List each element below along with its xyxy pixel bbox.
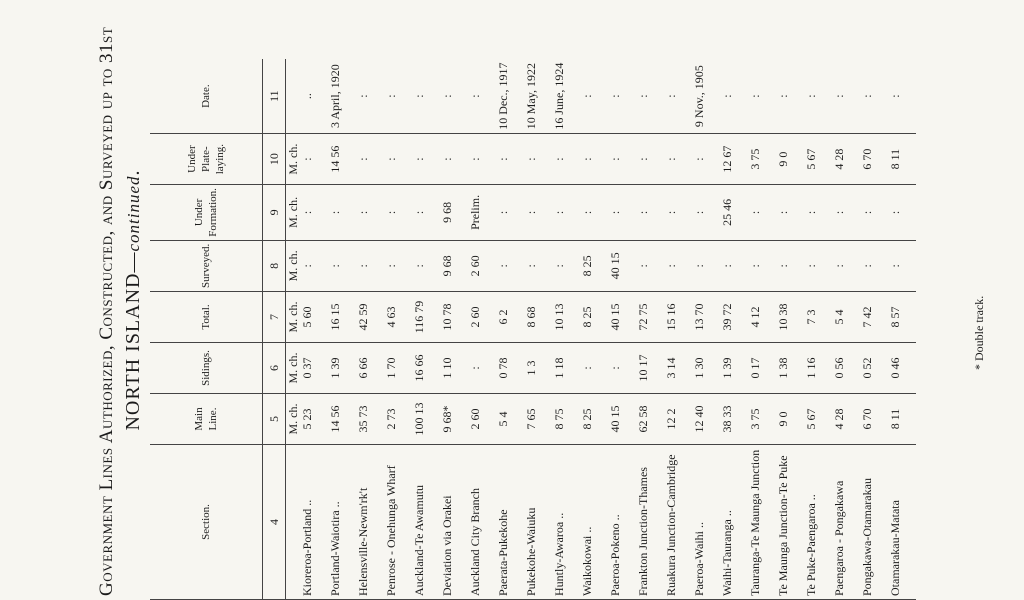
surveyed-cell: : (300, 240, 328, 291)
surveyed-cell: : (692, 240, 720, 291)
table-row (524, 59, 552, 599)
under-platelaying-cell: : (356, 134, 384, 185)
main-line-cell: 12 40 (692, 394, 720, 445)
section-cell: Otamarakau-Matata (888, 445, 916, 600)
date-cell: : (636, 59, 664, 134)
section-cell: Pongakawa-Otamarakau (860, 445, 888, 600)
under-formation-cell: : (328, 185, 356, 241)
section-cell: Waikokowai .. (580, 445, 608, 600)
column-number: 7 (263, 292, 286, 343)
main-line-cell: 5 67 (804, 394, 832, 445)
table-row (580, 59, 608, 599)
column-number: 10 (263, 134, 286, 185)
under-platelaying-cell: : (524, 134, 552, 185)
sidings-cell: 0 46 (888, 343, 916, 394)
date-cell: : (832, 59, 860, 134)
table-row (552, 59, 580, 599)
total-cell: 4 63 (384, 292, 412, 343)
section-cell: Portland-Waiotira .. (328, 445, 356, 600)
date-cell: : (804, 59, 832, 134)
under-formation-cell: : (776, 185, 804, 241)
table-row (412, 59, 440, 599)
surveyed-cell: 9 68 (440, 240, 468, 291)
date-cell: : (860, 59, 888, 134)
section-cell: Tauranga-Te Maunga Junction (748, 445, 776, 600)
section-cell: Te Puke-Paengaroa .. (804, 445, 832, 600)
sidings-cell: 1 18 (552, 343, 580, 394)
total-cell: 7 42 (860, 292, 888, 343)
surveyed-cell: : (356, 240, 384, 291)
total-cell: 40 15 (608, 292, 636, 343)
sidings-cell: 0 17 (748, 343, 776, 394)
surveyed-cell: : (860, 240, 888, 291)
table-row (748, 59, 776, 599)
total-cell: 39 72 (720, 292, 748, 343)
table-row (692, 59, 720, 599)
footnote: * Double track. (972, 295, 986, 370)
total-cell: 8 25 (580, 292, 608, 343)
sidings-cell: 1 39 (328, 343, 356, 394)
header-main-line: Main Line. (150, 394, 263, 445)
table-row (776, 59, 804, 599)
date-cell: : (776, 59, 804, 134)
header-under-formation: Under Formation. (150, 185, 263, 241)
header-total: Total. (150, 292, 263, 343)
under-platelaying-cell: : (580, 134, 608, 185)
table-row (664, 59, 692, 599)
date-cell: : (664, 59, 692, 134)
under-formation-cell: : (692, 185, 720, 241)
date-cell: : (384, 59, 412, 134)
surveyed-cell: : (328, 240, 356, 291)
section-cell: Ruakura Junction-Cambridge (664, 445, 692, 600)
total-cell: 7 3 (804, 292, 832, 343)
units-label: M. ch. (286, 292, 301, 343)
table-row (384, 59, 412, 599)
total-cell: 116 79 (412, 292, 440, 343)
total-cell: 16 15 (328, 292, 356, 343)
date-cell: 10 Dec., 1917 (496, 59, 524, 134)
region-heading: NORTH ISLAND—continued. (122, 169, 144, 431)
total-cell: 15 16 (664, 292, 692, 343)
date-cell: : (468, 59, 496, 134)
under-platelaying-cell: 3 75 (748, 134, 776, 185)
date-cell: : (720, 59, 748, 134)
section-cell: Kioreroa-Portland .. (300, 445, 328, 600)
date-cell: : (608, 59, 636, 134)
section-cell: Deviation via Orakei (440, 445, 468, 600)
main-line-cell: 35 73 (356, 394, 384, 445)
surveyed-cell: : (636, 240, 664, 291)
column-number: 11 (263, 59, 286, 134)
date-cell: 10 May, 1922 (524, 59, 552, 134)
main-line-cell: 8 75 (552, 394, 580, 445)
main-line-cell: 9 68* (440, 394, 468, 445)
main-line-cell: 100 13 (412, 394, 440, 445)
total-cell: 6 2 (496, 292, 524, 343)
under-platelaying-cell: : (412, 134, 440, 185)
date-cell: : (748, 59, 776, 134)
section-cell: Helensville-Newm'rk't (356, 445, 384, 600)
section-cell: Paerata-Pukekohe (496, 445, 524, 600)
section-cell: Penrose - Onehunga Wharf (384, 445, 412, 600)
total-cell: 10 78 (440, 292, 468, 343)
total-cell: 2 60 (468, 292, 496, 343)
under-formation-cell: 25 46 (720, 185, 748, 241)
date-cell: .. (300, 59, 328, 134)
surveyed-cell: : (748, 240, 776, 291)
table-body (286, 59, 917, 599)
units-row (286, 59, 301, 599)
main-line-cell: 6 70 (860, 394, 888, 445)
under-platelaying-cell: : (552, 134, 580, 185)
units-label: M. ch. (286, 240, 301, 291)
column-number: 9 (263, 185, 286, 241)
under-platelaying-cell: : (384, 134, 412, 185)
main-line-cell: 8 11 (888, 394, 916, 445)
table-title: Government Lines Authorized, Constructed, and Surveyed up to 31st (96, 26, 117, 596)
column-number: 5 (263, 394, 286, 445)
sidings-cell: : (608, 343, 636, 394)
surveyed-cell: : (412, 240, 440, 291)
under-formation-cell: : (664, 185, 692, 241)
sidings-cell: 0 52 (860, 343, 888, 394)
table-row (300, 59, 328, 599)
main-line-cell: 12 2 (664, 394, 692, 445)
sidings-cell: 1 10 (440, 343, 468, 394)
total-cell: 13 70 (692, 292, 720, 343)
section-cell: Auckland City Branch (468, 445, 496, 600)
units-label: M. ch. (286, 343, 301, 394)
under-formation-cell: : (888, 185, 916, 241)
table-row (804, 59, 832, 599)
table-row (468, 59, 496, 599)
sidings-cell: 0 37 (300, 343, 328, 394)
date-cell: : (356, 59, 384, 134)
table-row (832, 59, 860, 599)
under-platelaying-cell: : (468, 134, 496, 185)
surveyed-cell: : (384, 240, 412, 291)
under-platelaying-cell: 9 0 (776, 134, 804, 185)
main-line-cell: 2 60 (468, 394, 496, 445)
under-formation-cell: : (608, 185, 636, 241)
main-line-cell: 38 33 (720, 394, 748, 445)
under-platelaying-cell: : (636, 134, 664, 185)
sidings-cell: 1 16 (804, 343, 832, 394)
surveyed-cell: 40 15 (608, 240, 636, 291)
table-row (440, 59, 468, 599)
table-row (860, 59, 888, 599)
date-cell: 3 April, 1920 (328, 59, 356, 134)
section-cell: Waihi-Tauranga .. (720, 445, 748, 600)
sidings-cell: 0 56 (832, 343, 860, 394)
under-formation-cell: : (636, 185, 664, 241)
total-cell: 10 13 (552, 292, 580, 343)
main-line-cell: 3 75 (748, 394, 776, 445)
table-row (636, 59, 664, 599)
main-line-cell: 9 0 (776, 394, 804, 445)
under-platelaying-cell: : (496, 134, 524, 185)
surveyed-cell: : (720, 240, 748, 291)
sidings-cell: 1 70 (384, 343, 412, 394)
under-platelaying-cell: : (664, 134, 692, 185)
main-line-cell: 62 58 (636, 394, 664, 445)
under-platelaying-cell: : (692, 134, 720, 185)
sidings-cell: 1 38 (776, 343, 804, 394)
railway-lines-table (150, 59, 916, 600)
table-row (496, 59, 524, 599)
under-platelaying-cell: 6 70 (860, 134, 888, 185)
total-cell: 8 57 (888, 292, 916, 343)
section-cell: Paeroa-Waihi .. (692, 445, 720, 600)
sidings-cell: 6 66 (356, 343, 384, 394)
section-cell: Te Maunga Junction-Te Puke (776, 445, 804, 600)
sidings-cell: : (580, 343, 608, 394)
main-line-cell: 8 25 (580, 394, 608, 445)
date-cell: : (888, 59, 916, 134)
table-row (608, 59, 636, 599)
under-formation-cell: : (384, 185, 412, 241)
total-cell: 5 4 (832, 292, 860, 343)
under-formation-cell: : (496, 185, 524, 241)
sidings-cell: 10 17 (636, 343, 664, 394)
under-formation-cell: : (300, 185, 328, 241)
sidings-cell: : (468, 343, 496, 394)
sidings-cell: 1 39 (720, 343, 748, 394)
under-platelaying-cell: 4 28 (832, 134, 860, 185)
surveyed-cell: : (664, 240, 692, 291)
header-surveyed: Surveyed. (150, 240, 263, 291)
date-cell: : (440, 59, 468, 134)
under-platelaying-cell: : (300, 134, 328, 185)
surveyed-cell: : (832, 240, 860, 291)
section-cell: Frankton Junction-Thames (636, 445, 664, 600)
under-formation-cell: : (552, 185, 580, 241)
column-number: 8 (263, 240, 286, 291)
surveyed-cell: 2 60 (468, 240, 496, 291)
sidings-cell: 1 30 (692, 343, 720, 394)
section-cell: Auckland-Te Awamutu (412, 445, 440, 600)
header-section: Section. (150, 445, 263, 600)
table-row (328, 59, 356, 599)
under-platelaying-cell: 12 67 (720, 134, 748, 185)
under-platelaying-cell: : (608, 134, 636, 185)
surveyed-cell: : (888, 240, 916, 291)
surveyed-cell: : (776, 240, 804, 291)
main-line-cell: 5 4 (496, 394, 524, 445)
surveyed-cell: : (804, 240, 832, 291)
under-platelaying-cell: 5 67 (804, 134, 832, 185)
date-cell: 9 Nov., 1905 (692, 59, 720, 134)
units-label: M. ch. (286, 134, 301, 185)
main-line-cell: 40 15 (608, 394, 636, 445)
main-line-cell: 14 56 (328, 394, 356, 445)
sidings-cell: 3 14 (664, 343, 692, 394)
sidings-cell: 16 66 (412, 343, 440, 394)
main-line-cell: 2 73 (384, 394, 412, 445)
total-cell: 42 59 (356, 292, 384, 343)
under-formation-cell: : (356, 185, 384, 241)
table-row (356, 59, 384, 599)
section-cell: Huntly-Awaroa .. (552, 445, 580, 600)
under-platelaying-cell: : (440, 134, 468, 185)
under-formation-cell: Prelim. (468, 185, 496, 241)
under-formation-cell: : (860, 185, 888, 241)
under-formation-cell: : (804, 185, 832, 241)
surveyed-cell: : (524, 240, 552, 291)
under-formation-cell: : (524, 185, 552, 241)
under-platelaying-cell: 14 56 (328, 134, 356, 185)
under-platelaying-cell: 8 11 (888, 134, 916, 185)
column-number: 4 (263, 445, 286, 600)
header-sidings: Sidings. (150, 343, 263, 394)
sidings-cell: 0 78 (496, 343, 524, 394)
table-row (888, 59, 916, 599)
under-formation-cell: : (412, 185, 440, 241)
date-cell: : (580, 59, 608, 134)
date-cell: : (412, 59, 440, 134)
main-line-cell: 7 65 (524, 394, 552, 445)
main-line-cell: 4 28 (832, 394, 860, 445)
units-label: M. ch. (286, 394, 301, 445)
surveyed-cell: 8 25 (580, 240, 608, 291)
table-row (720, 59, 748, 599)
total-cell: 5 60 (300, 292, 328, 343)
header-under-platelaying: Under Plate-laying. (150, 134, 263, 185)
total-cell: 72 75 (636, 292, 664, 343)
under-formation-cell: : (580, 185, 608, 241)
under-formation-cell: : (748, 185, 776, 241)
date-cell: 16 June, 1924 (552, 59, 580, 134)
section-cell: Pukekohe-Waiuku (524, 445, 552, 600)
under-formation-cell: 9 68 (440, 185, 468, 241)
column-number: 6 (263, 343, 286, 394)
total-cell: 8 68 (524, 292, 552, 343)
section-cell: Paeroa-Pokeno .. (608, 445, 636, 600)
units-label: M. ch. (286, 185, 301, 241)
under-formation-cell: : (832, 185, 860, 241)
sidings-cell: 1 3 (524, 343, 552, 394)
total-cell: 4 12 (748, 292, 776, 343)
main-line-cell: 5 23 (300, 394, 328, 445)
total-cell: 10 38 (776, 292, 804, 343)
surveyed-cell: : (552, 240, 580, 291)
surveyed-cell: : (496, 240, 524, 291)
header-date: Date. (150, 59, 263, 134)
section-cell: Paengaroa - Pongakawa (832, 445, 860, 600)
